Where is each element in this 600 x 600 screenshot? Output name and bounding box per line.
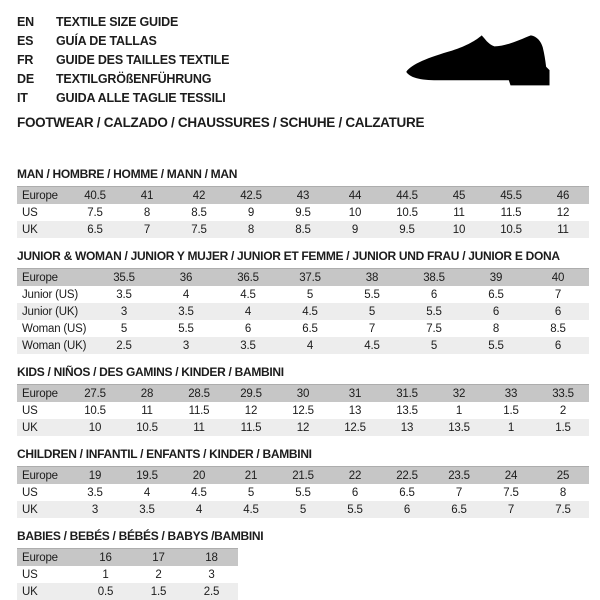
size-cell: 38	[341, 269, 403, 287]
table-row	[17, 221, 589, 238]
size-cell: 40.5	[69, 187, 121, 205]
size-cell: 12.5	[292, 404, 314, 417]
size-cell: 32	[433, 385, 485, 403]
size-cell: 2	[559, 404, 567, 417]
size-cell: 3	[69, 501, 121, 518]
size-cell: 21.5	[277, 467, 329, 485]
size-cell: 7.5	[173, 221, 225, 238]
size-cell: 10	[433, 221, 485, 238]
category-title: FOOTWEAR / CALZADO / CHAUSSURES / SCHUHE / CALZATURE	[17, 115, 425, 130]
size-cell: 11	[173, 419, 225, 436]
table-row	[17, 269, 589, 287]
size-cell: 1	[102, 568, 109, 581]
table-row	[17, 303, 589, 320]
table-row	[17, 484, 589, 501]
size-cell: 6	[430, 288, 438, 301]
size-cell: 19.5	[121, 467, 173, 485]
row-label: UK	[17, 221, 69, 238]
table-row	[17, 583, 238, 600]
size-cell: 8	[492, 322, 500, 335]
size-cell: 3.5	[121, 501, 173, 518]
size-cell: 6	[381, 501, 433, 518]
table-row	[17, 320, 589, 337]
size-cell: 6.5	[488, 288, 504, 301]
size-cell: 0.5	[79, 583, 132, 600]
size-cell: 20	[173, 467, 225, 485]
size-cell: 6	[351, 486, 359, 499]
size-cell: 4.5	[225, 501, 277, 518]
size-cell: 7	[121, 221, 173, 238]
row-label: Junior (US)	[22, 288, 78, 301]
size-cell: 4	[143, 486, 151, 499]
size-table	[17, 384, 589, 436]
size-cell: 4.5	[341, 337, 403, 354]
row-label: US	[22, 486, 38, 499]
size-cell: 4	[279, 337, 341, 354]
size-cell: 10.5	[396, 206, 418, 219]
size-section	[17, 448, 589, 518]
size-cell: 41	[121, 187, 173, 205]
row-label: Europe	[17, 187, 69, 205]
size-cell: 36.5	[217, 269, 279, 287]
size-cell: 45	[433, 187, 485, 205]
size-cell: 10	[69, 419, 121, 436]
size-cell: 3.5	[155, 303, 217, 320]
row-label: Woman (UK)	[17, 337, 93, 354]
size-cell: 1	[485, 419, 537, 436]
size-cell: 7.5	[503, 486, 519, 499]
size-cell: 5.5	[178, 322, 194, 335]
size-cell: 8.5	[550, 322, 566, 335]
size-cell: 5.5	[295, 486, 311, 499]
row-label: Europe	[17, 385, 69, 403]
size-cell: 5	[341, 303, 403, 320]
size-cell: 12.5	[329, 419, 381, 436]
language-label: GUIDE DES TAILLES TEXTILE	[56, 53, 230, 67]
section-title: KIDS / NIÑOS / DES GAMINS / KINDER / BAMBINI	[17, 365, 284, 379]
size-cell: 6.5	[69, 221, 121, 238]
size-cell: 16	[79, 549, 132, 567]
row-label: US	[22, 206, 38, 219]
language-code: ES	[17, 34, 34, 48]
size-cell: 11	[537, 221, 589, 238]
size-cell: 28.5	[173, 385, 225, 403]
size-cell: 1.5	[132, 583, 185, 600]
size-cell: 13.5	[433, 419, 485, 436]
size-cell: 21	[225, 467, 277, 485]
row-label: Europe	[17, 549, 79, 567]
size-cell: 1	[455, 404, 463, 417]
size-cell: 10	[348, 206, 362, 219]
size-cell: 5.5	[465, 337, 527, 354]
table-row	[17, 337, 589, 354]
size-cell: 12	[277, 419, 329, 436]
size-tables	[17, 168, 589, 600]
table-row	[17, 419, 589, 436]
size-cell: 18	[185, 549, 238, 567]
row-label: US	[22, 404, 38, 417]
size-cell: 4.5	[279, 303, 341, 320]
language-label: GUÍA DE TALLAS	[56, 34, 157, 48]
size-cell: 43	[277, 187, 329, 205]
row-label: Europe	[17, 269, 93, 287]
size-cell: 7	[455, 486, 463, 499]
size-cell: 27.5	[69, 385, 121, 403]
size-cell: 31	[329, 385, 381, 403]
size-cell: 45.5	[485, 187, 537, 205]
language-code: IT	[17, 91, 28, 105]
table-row	[17, 402, 589, 419]
size-cell: 22.5	[381, 467, 433, 485]
table-row	[17, 467, 589, 485]
size-cell: 37.5	[279, 269, 341, 287]
size-cell: 3	[155, 337, 217, 354]
language-code: FR	[17, 53, 34, 67]
size-cell: 46	[537, 187, 589, 205]
row-label: UK	[17, 419, 69, 436]
table-row	[17, 549, 238, 567]
size-cell: 5.5	[329, 501, 381, 518]
size-cell: 3.5	[87, 486, 103, 499]
size-cell: 3	[93, 303, 155, 320]
size-cell: 6.5	[399, 486, 415, 499]
size-cell: 5	[306, 288, 314, 301]
size-table	[17, 548, 238, 600]
size-cell: 17	[132, 549, 185, 567]
size-cell: 2.5	[93, 337, 155, 354]
size-section	[17, 250, 589, 354]
size-cell: 30	[277, 385, 329, 403]
size-cell: 6.5	[302, 322, 318, 335]
size-cell: 8.5	[191, 206, 207, 219]
size-cell: 6	[244, 322, 252, 335]
size-cell: 10.5	[485, 221, 537, 238]
size-cell: 33.5	[537, 385, 589, 403]
size-cell: 44	[329, 187, 381, 205]
size-cell: 19	[69, 467, 121, 485]
size-section	[17, 530, 589, 600]
size-cell: 6	[527, 303, 589, 320]
table-row	[17, 501, 589, 518]
language-label: TEXTILGRÖßENFÜHRUNG	[56, 72, 212, 86]
section-title: BABIES / BEBÉS / BÉBÉS / BABYS /BAMBINI	[17, 529, 264, 543]
size-cell: 10.5	[121, 419, 173, 436]
size-cell: 9	[247, 206, 255, 219]
size-cell: 8	[225, 221, 277, 238]
size-cell: 2	[155, 568, 162, 581]
size-cell: 11.5	[225, 419, 277, 436]
size-section	[17, 168, 589, 238]
size-table	[17, 268, 589, 354]
size-cell: 25	[537, 467, 589, 485]
size-cell: 11	[141, 404, 153, 417]
size-cell: 3.5	[116, 288, 132, 301]
size-table	[17, 466, 589, 518]
size-cell: 24	[485, 467, 537, 485]
size-cell: 6	[465, 303, 527, 320]
size-cell: 13.5	[396, 404, 418, 417]
size-section	[17, 366, 589, 436]
row-label: UK	[17, 501, 69, 518]
row-label: Europe	[17, 467, 69, 485]
dress-shoe-icon	[391, 24, 569, 101]
size-cell: 23.5	[433, 467, 485, 485]
size-cell: 5	[277, 501, 329, 518]
size-cell: 11	[453, 206, 465, 219]
size-cell: 9.5	[295, 206, 311, 219]
size-cell: 2.5	[185, 583, 238, 600]
size-cell: 9.5	[381, 221, 433, 238]
size-cell: 29.5	[225, 385, 277, 403]
size-cell: 6.5	[433, 501, 485, 518]
size-cell: 7.5	[426, 322, 442, 335]
size-cell: 1.5	[503, 404, 519, 417]
section-title: MAN / HOMBRE / HOMME / MANN / MAN	[17, 167, 238, 181]
size-cell: 10.5	[84, 404, 106, 417]
size-cell: 4.5	[191, 486, 207, 499]
language-code: DE	[17, 72, 34, 86]
size-cell: 6	[527, 337, 589, 354]
row-label: Woman (US)	[22, 322, 87, 335]
size-cell: 40	[527, 269, 589, 287]
size-cell: 7	[554, 288, 562, 301]
size-cell: 9	[329, 221, 381, 238]
section-title: CHILDREN / INFANTIL / ENFANTS / KINDER / BAMBINI	[17, 447, 312, 461]
size-cell: 4	[182, 288, 190, 301]
row-label: Junior (UK)	[17, 303, 93, 320]
language-code: EN	[17, 15, 34, 29]
size-cell: 39	[465, 269, 527, 287]
size-cell: 11.5	[188, 404, 210, 417]
size-cell: 5.5	[364, 288, 380, 301]
size-cell: 8	[143, 206, 151, 219]
size-cell: 5	[403, 337, 465, 354]
size-cell: 3.5	[217, 337, 279, 354]
size-cell: 5.5	[403, 303, 465, 320]
size-cell: 13	[348, 404, 362, 417]
language-label: TEXTILE SIZE GUIDE	[56, 15, 179, 29]
table-row	[17, 286, 589, 303]
size-cell: 42	[173, 187, 225, 205]
size-table	[17, 186, 589, 238]
size-cell: 7	[368, 322, 376, 335]
size-cell: 38.5	[403, 269, 465, 287]
size-cell: 4	[217, 303, 279, 320]
size-cell: 4.5	[240, 288, 256, 301]
row-label: UK	[17, 583, 79, 600]
table-row	[17, 204, 589, 221]
size-cell: 7.5	[537, 501, 589, 518]
size-cell: 33	[485, 385, 537, 403]
size-cell: 22	[329, 467, 381, 485]
size-cell: 35.5	[93, 269, 155, 287]
size-cell: 5	[120, 322, 128, 335]
size-cell: 7.5	[87, 206, 103, 219]
table-row	[17, 385, 589, 403]
size-cell: 12	[556, 206, 570, 219]
size-cell: 5	[247, 486, 255, 499]
size-cell: 11.5	[500, 206, 522, 219]
table-row	[17, 187, 589, 205]
size-cell: 12	[244, 404, 258, 417]
size-cell: 8	[559, 486, 567, 499]
size-cell: 3	[208, 568, 215, 581]
table-row	[17, 566, 238, 583]
size-cell: 8.5	[277, 221, 329, 238]
size-cell: 7	[485, 501, 537, 518]
size-cell: 42.5	[225, 187, 277, 205]
size-cell: 13	[381, 419, 433, 436]
size-cell: 31.5	[381, 385, 433, 403]
size-cell: 4	[173, 501, 225, 518]
size-cell: 28	[121, 385, 173, 403]
row-label: US	[22, 568, 38, 581]
section-title: JUNIOR & WOMAN / JUNIOR Y MUJER / JUNIOR ET FEMME / JUNIOR UND FRAU / JUNIOR E DONA	[17, 249, 560, 263]
size-cell: 1.5	[537, 419, 589, 436]
size-cell: 36	[155, 269, 217, 287]
size-cell: 44.5	[381, 187, 433, 205]
language-label: GUIDA ALLE TAGLIE TESSILI	[56, 91, 226, 105]
